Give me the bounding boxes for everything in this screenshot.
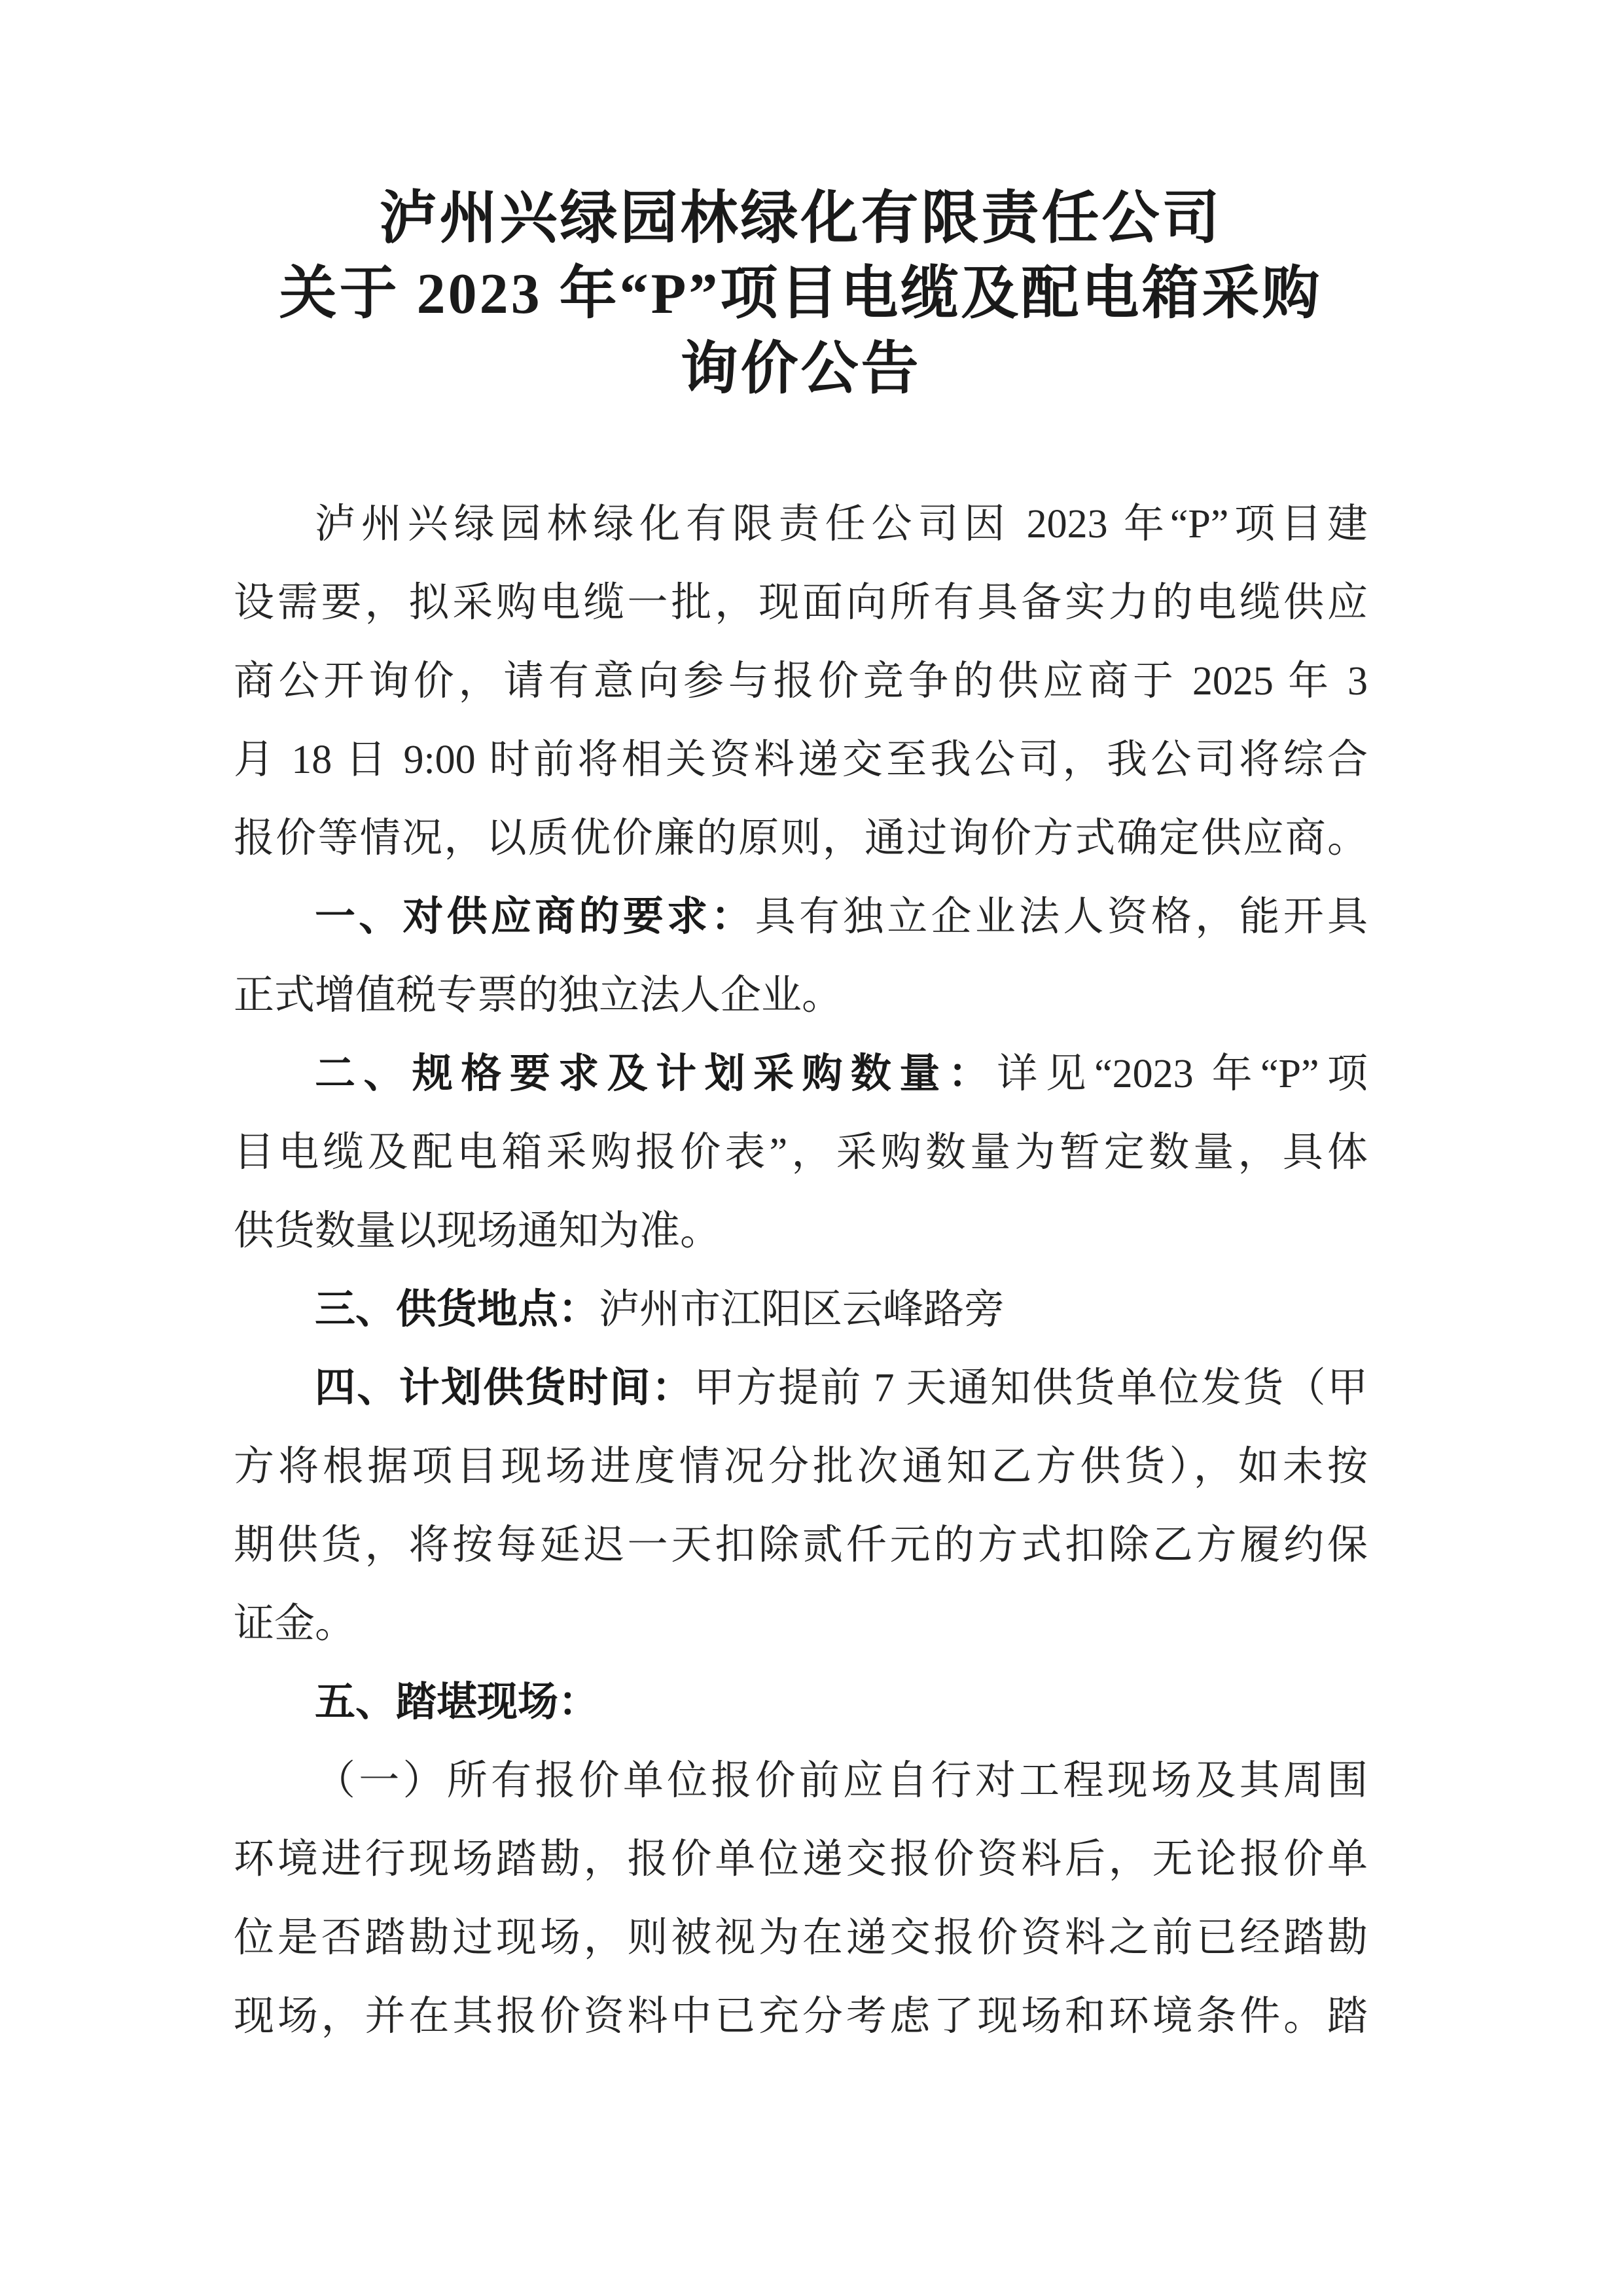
body-line (234, 1427, 1368, 1506)
body-line (234, 1113, 1368, 1192)
body-line (234, 1192, 1368, 1270)
title-line-subject: 关于 2023 年“P”项目电缆及配电箱采购 (279, 262, 1323, 326)
body-line (234, 1820, 1368, 1899)
text-segment: （一）所有报价单位报价前应自行对工程现场及其周围 (315, 1759, 1368, 1803)
body-line-section-3 (234, 1270, 1368, 1349)
body-line (234, 799, 1368, 878)
text-segment: 位是否踏勘过现场，则被视为在递交报价资料之前已经踏勘 (234, 1916, 1368, 1960)
text-segment: 供货数量以现场通知为准。 (234, 1209, 721, 1253)
heading-segment: 二、规格要求及计划采购数量： (315, 1051, 997, 1096)
text-segment: 商公开询价，请有意向参与报价竞争的供应商于 2025 年 3 (234, 659, 1368, 704)
body-line-section-2 (234, 1035, 1368, 1113)
title-line-company: 泸州兴绿园林绿化有限责任公司 (379, 187, 1222, 251)
heading-segment: 四、计划供货时间： (315, 1365, 694, 1410)
text-segment: 正式增值税专票的独立法人企业。 (234, 973, 843, 1018)
text-segment: 甲方提前 7 天通知供货单位发货（甲 (694, 1366, 1368, 1410)
text-segment: 具有独立企业法人资格，能开具 (755, 895, 1368, 939)
body-line (234, 1506, 1368, 1585)
text-segment: 方将根据项目现场进度情况分批次通知乙方供货），如未按 (234, 1444, 1368, 1489)
body-line (234, 1977, 1368, 2056)
body-line (234, 956, 1368, 1035)
document-body (234, 485, 1368, 2056)
text-segment: 环境进行现场踏勘，报价单位递交报价资料后，无论报价单 (234, 1837, 1368, 1882)
text-segment: 月 18 日 9:00 时前将相关资料递交至我公司，我公司将综合 (234, 738, 1368, 782)
text-segment: 泸州市江阳区云峰路旁 (599, 1287, 1005, 1332)
text-segment: 现场，并在其报价资料中已充分考虑了现场和环境条件。踏 (234, 1994, 1368, 2039)
text-segment: 报价等情况，以质优价廉的原则，通过询价方式确定供应商。 (234, 816, 1368, 861)
body-line (234, 1585, 1368, 1663)
text-segment: 证金。 (234, 1602, 356, 1646)
text-segment: 详见“2023 年“P”项 (997, 1052, 1368, 1096)
body-line-subitem-1 (234, 1742, 1368, 1820)
document-title (234, 181, 1368, 407)
heading-segment: 三、供货地点： (315, 1287, 599, 1332)
text-segment: 目电缆及配电箱采购报价表”，采购数量为暂定数量，具体 (234, 1130, 1368, 1175)
heading-segment: 一、对供应商的要求： (315, 894, 755, 939)
body-line-section-4 (234, 1349, 1368, 1427)
title-line-notice-type: 询价公告 (680, 338, 921, 401)
body-line (234, 1899, 1368, 1977)
body-line-section-1 (234, 878, 1368, 956)
body-line-section-5 (234, 1663, 1368, 1742)
body-line (234, 564, 1368, 642)
text-segment: 期供货，将按每延迟一天扣除贰仟元的方式扣除乙方履约保 (234, 1523, 1368, 1568)
body-line (234, 485, 1368, 564)
body-line (234, 642, 1368, 721)
heading-segment: 五、踏堪现场： (315, 1679, 599, 1725)
body-line (234, 721, 1368, 799)
text-segment: 泸州兴绿园林绿化有限责任公司因 2023 年“P”项目建 (315, 502, 1368, 547)
text-segment: 设需要，拟采购电缆一批，现面向所有具备实力的电缆供应 (234, 581, 1368, 625)
